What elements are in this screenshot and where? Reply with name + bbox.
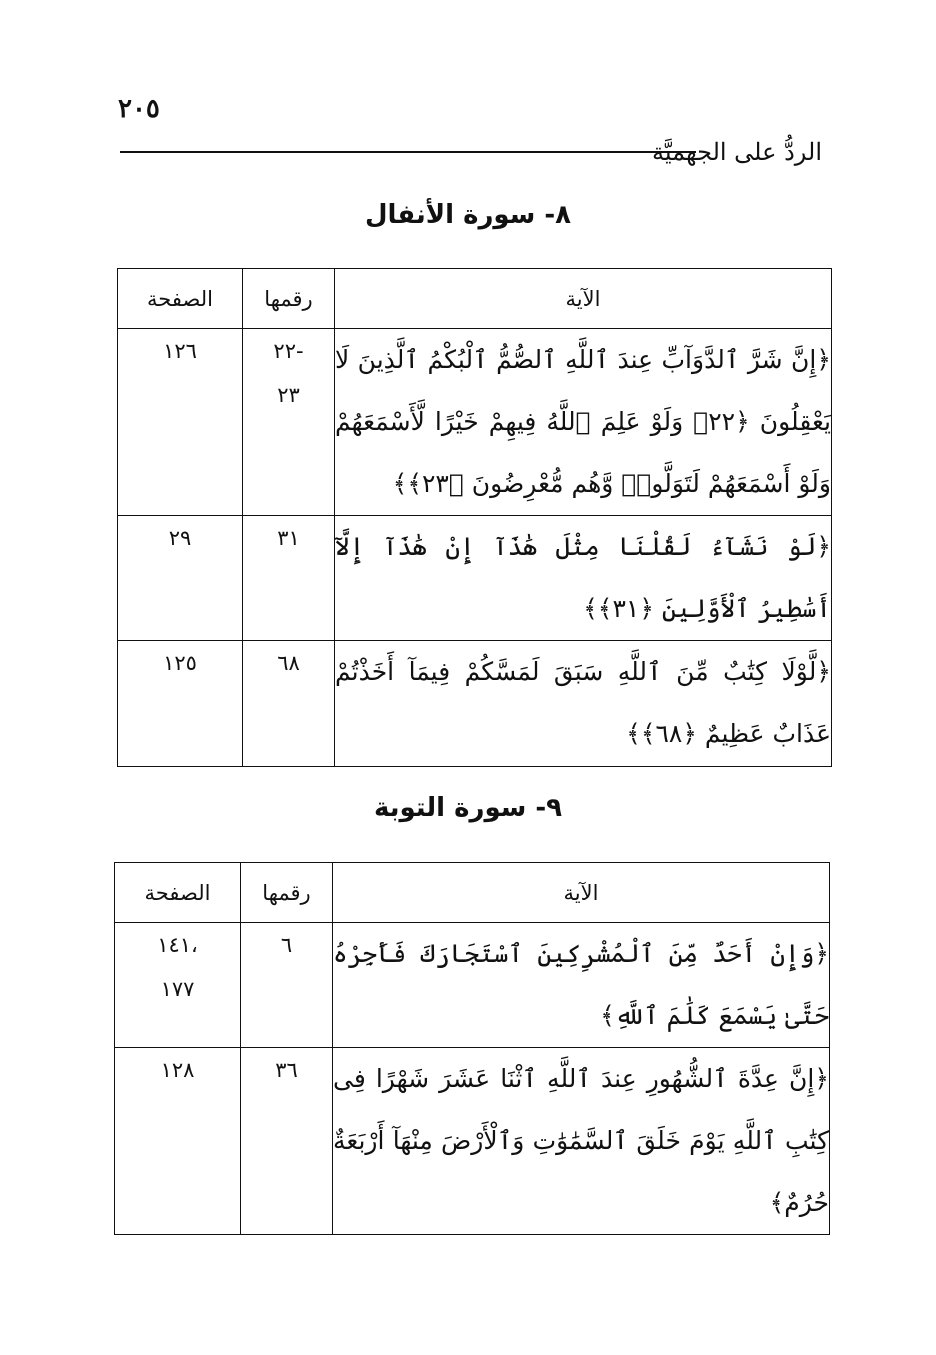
table-header-row — [118, 269, 832, 329]
page-reference-line: ١٧٧ — [160, 977, 195, 1001]
page-reference-line: ،١٤١ — [157, 933, 198, 957]
table-row — [115, 1048, 830, 1235]
page-reference: ٢٩ — [118, 516, 243, 641]
table-row — [115, 923, 830, 1048]
column-header-number: رقمها — [241, 863, 333, 923]
verses-table-tawbah — [114, 862, 830, 1235]
section-title-anfal: ٨- سورة الأنفال — [364, 200, 572, 230]
ayah-text: ﴿لَّوْلَا كِتَٰبٌ مِّنَ ٱللَّهِ سَبَقَ لَمَسَّكُمْ فِيمَآ أَخَذْتُمْ عَذَابٌ عَظِيمٌ ﴿٦٨﴾﴾ — [335, 641, 832, 767]
table-header-row — [115, 863, 830, 923]
column-header-number: رقمها — [243, 269, 335, 329]
ayah-text: ﴿إِنَّ شَرَّ ٱلدَّوَآبِّ عِندَ ٱللَّهِ ٱلصُّمُّ ٱلْبُكْمُ ٱلَّذِينَ لَا يَعْقِلُونَ ﴿٢٢﴾ وَلَوْ عَلِمَ ٱللَّهُ فِيهِمْ خَيْرًا لَّأَسْمَعَهُمْ وَلَوْ أَسْمَعَهُمْ لَتَوَلَّوا۟ وَّهُم مُّعْرِضُونَ ﴿٢٣﴾﴾ — [335, 329, 832, 516]
ayah-number-line: ٢٣ — [277, 383, 300, 407]
page-reference — [115, 923, 241, 1048]
column-header-ayah: الآية — [333, 863, 830, 923]
column-header-page: الصفحة — [115, 863, 241, 923]
column-header-ayah: الآية — [335, 269, 832, 329]
table-row — [118, 516, 832, 641]
running-head: الردُّ على الجهميَّة — [652, 138, 822, 166]
column-header-page: الصفحة — [118, 269, 243, 329]
ayah-number: ٣٦ — [241, 1048, 333, 1235]
ayah-number: ٦٨ — [243, 641, 335, 767]
ayah-text: ﴿وَإِنْ أَحَدٌ مِّنَ ٱلْمُشْرِكِينَ ٱسْتَجَارَكَ فَأَجِرْهُ حَتَّىٰ يَسْمَعَ كَلَٰمَ ٱللَّهِ﴾ — [333, 923, 830, 1048]
header-rule — [120, 151, 696, 153]
ayah-number: ٣١ — [243, 516, 335, 641]
table-row — [118, 329, 832, 516]
ayah-text: ﴿لَوْ نَشَآءُ لَقُلْنَا مِثْلَ هَٰذَآ إِنْ هَٰذَآ إِلَّآ أَسَٰطِيرُ ٱلْأَوَّلِينَ ﴿٣١﴾﴾ — [335, 516, 832, 641]
page-reference: ١٢٥ — [118, 641, 243, 767]
ayah-number-line: -٢٢ — [273, 339, 304, 363]
verses-table-anfal — [117, 268, 832, 767]
table-row — [118, 641, 832, 767]
ayah-number: ٦ — [241, 923, 333, 1048]
page-number: ٢٠٥ — [118, 94, 160, 124]
ayah-text: ﴿إِنَّ عِدَّةَ ٱلشُّهُورِ عِندَ ٱللَّهِ ٱثْنَا عَشَرَ شَهْرًا فِى كِتَٰبِ ٱللَّهِ يَوْمَ خَلَقَ ٱلسَّمَٰوَٰتِ وَٱلْأَرْضَ مِنْهَآ أَرْبَعَةٌ حُرُمٌ﴾ — [333, 1048, 830, 1235]
section-title-tawbah: ٩- سورة التوبة — [373, 793, 563, 823]
page-reference: ١٢٦ — [118, 329, 243, 516]
page-reference: ١٢٨ — [115, 1048, 241, 1235]
ayah-number — [243, 329, 335, 516]
